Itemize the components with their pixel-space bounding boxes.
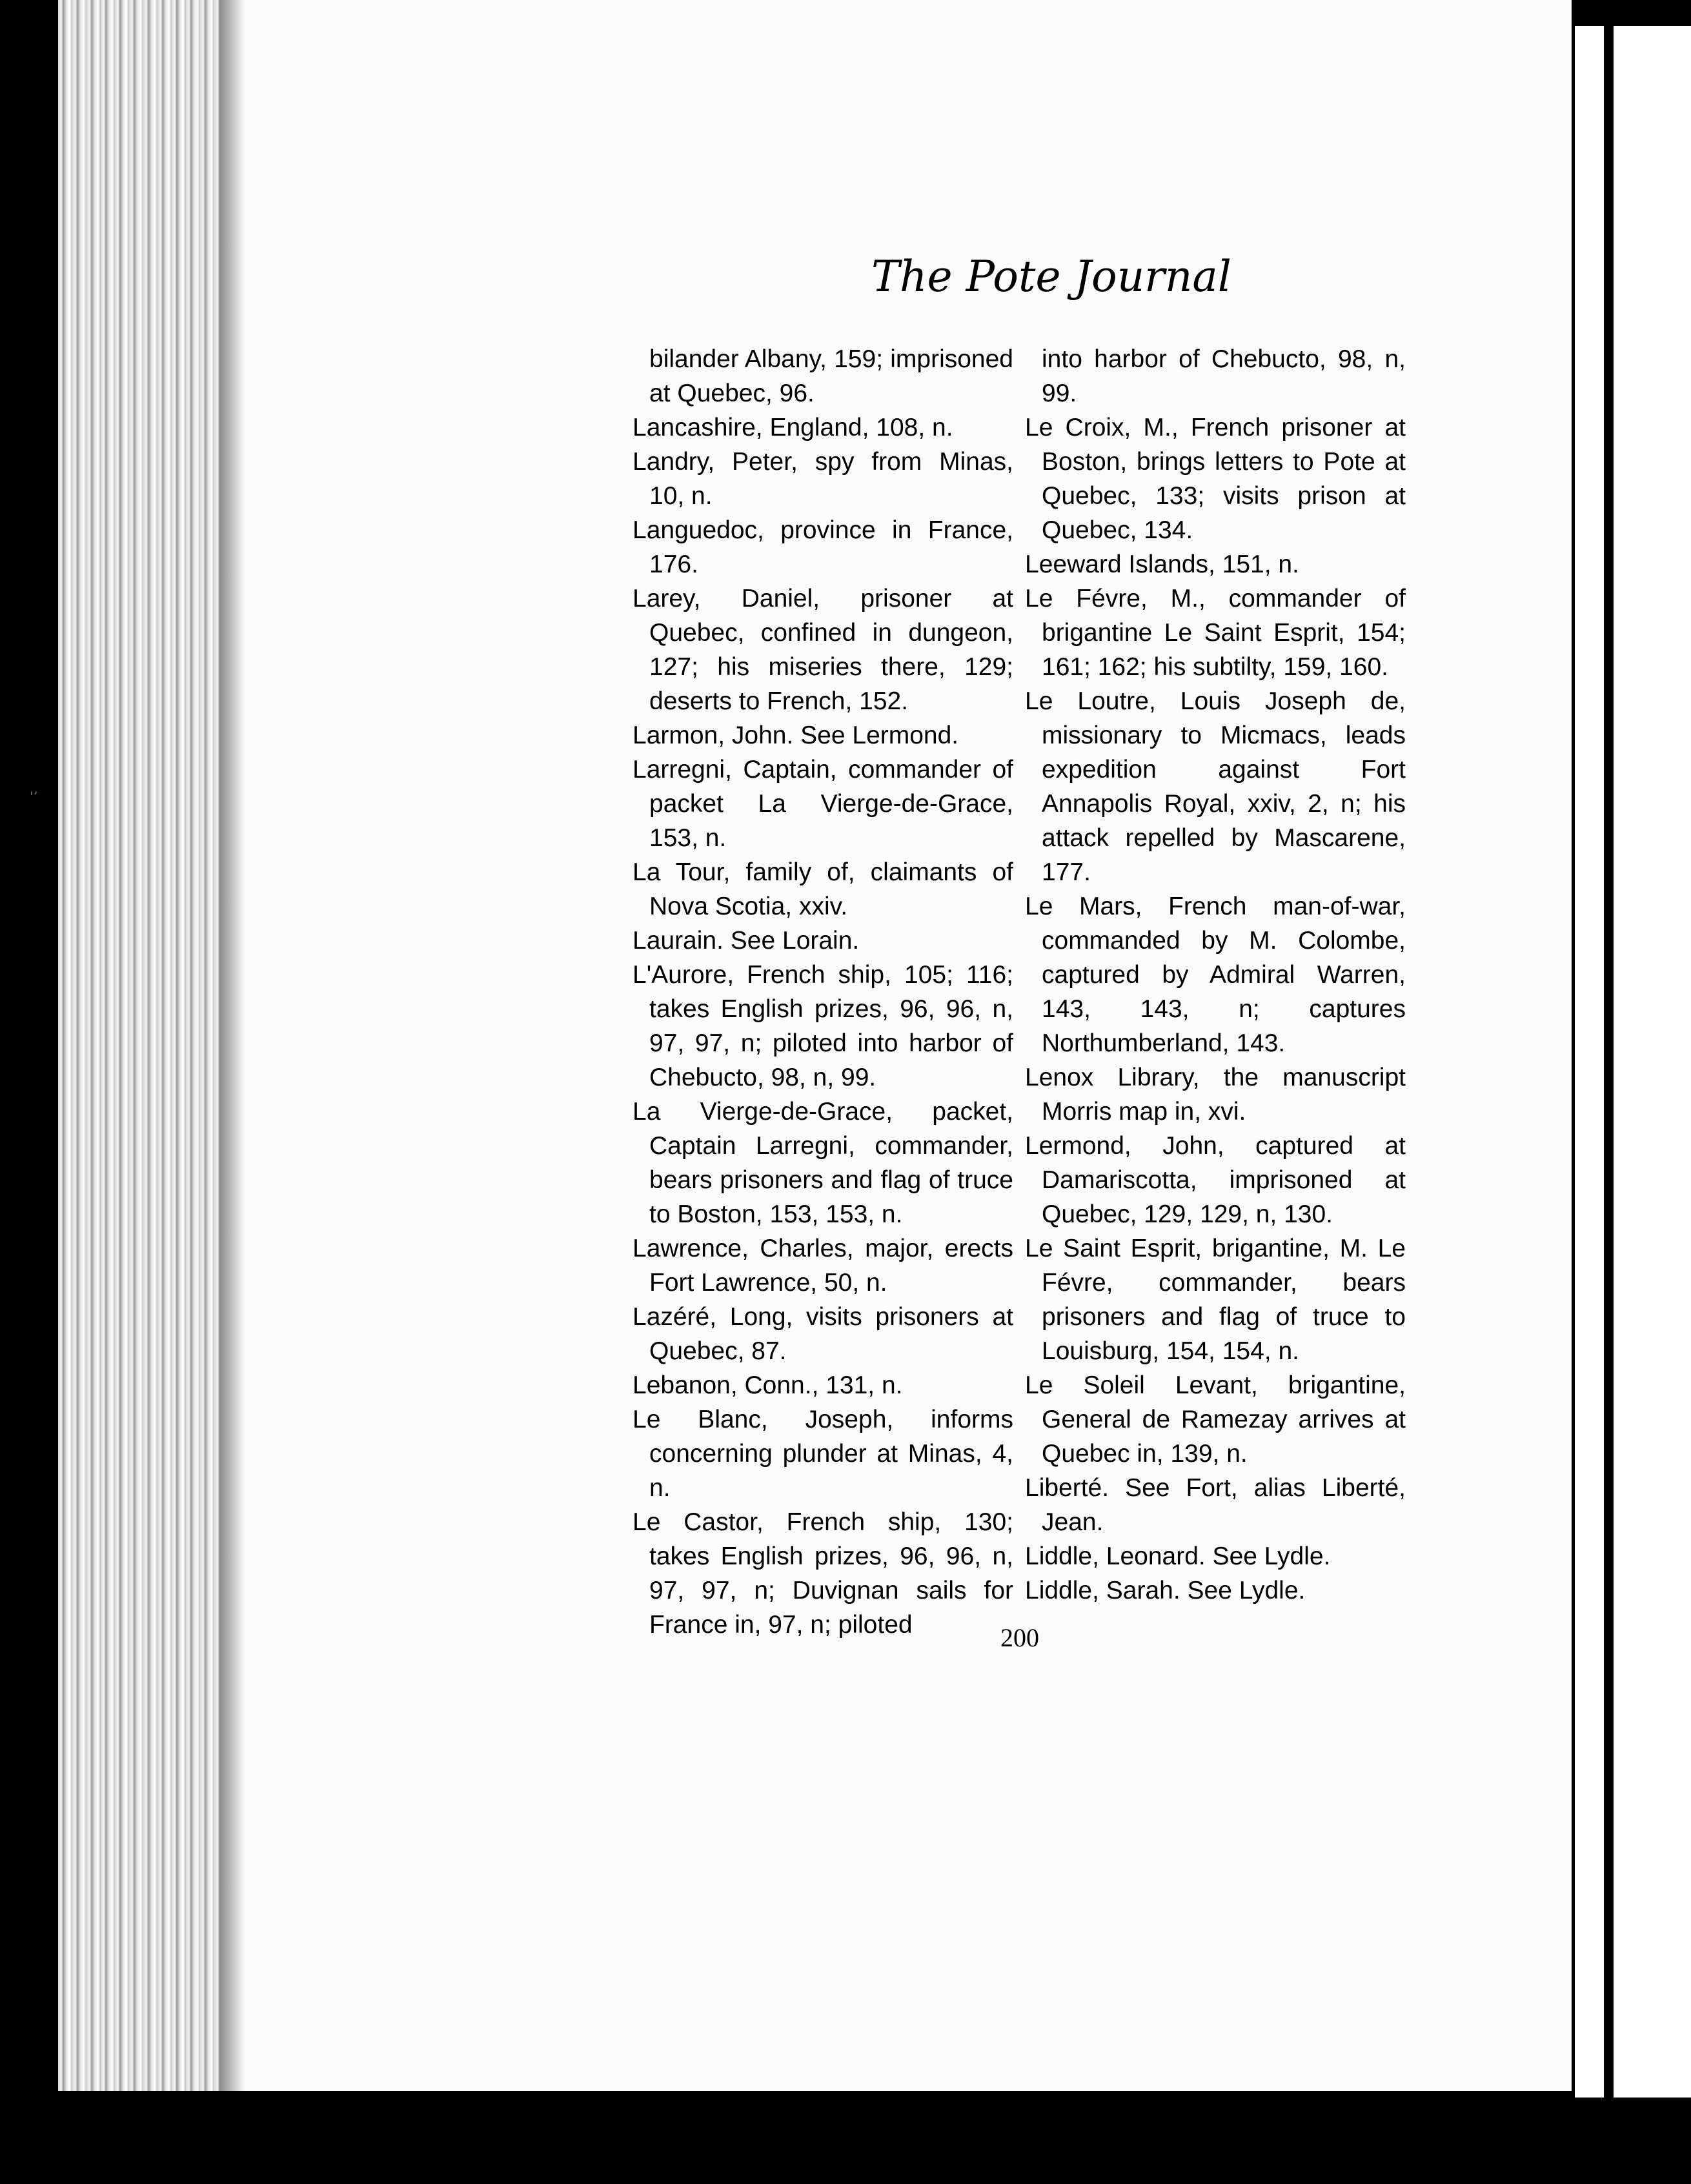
page-edge-stack — [58, 0, 245, 2091]
index-entry: La Tour, family of, claimants of Nova Scotia, xxiv. — [633, 858, 1013, 920]
index-entry: Liberté. See Fort, alias Liberté, Jean. — [1025, 1474, 1406, 1536]
index-entry: Lebanon, Conn., 131, n. — [633, 1371, 903, 1399]
running-head: The Pote Journal — [871, 252, 1231, 301]
index-column-right — [1025, 342, 1406, 1608]
index-entry: Le Croix, M., French prisoner at Boston, brings letters to Pote at Quebec, 133; visits prison at Quebec, 134. — [1025, 414, 1406, 544]
index-entry: Le Mars, French man-of-war, commanded by M. Colombe, captured by Admiral Warren, 143, 143, n; captures Northumberland, 143. — [1025, 893, 1406, 1057]
index-entry: Le Loutre, Louis Joseph de, missionary to Micmacs, leads expedition against Fort Annapolis Royal, xxiv, 2, n; his attack repelled by Mascarene, 177. — [1025, 687, 1406, 886]
index-entry: Lermond, John, captured at Damariscotta, imprisoned at Quebec, 129, 129, n, 130. — [1025, 1132, 1406, 1228]
index-entry: Le Blanc, Joseph, informs concerning plunder at Minas, 4, n. — [633, 1406, 1013, 1502]
index-entry: Larmon, John. See Lermond. — [633, 722, 959, 749]
index-entry: Lazéré, Long, visits prisoners at Quebec, 87. — [633, 1303, 1013, 1365]
index-entry: Lawrence, Charles, major, erects Fort Lawrence, 50, n. — [633, 1235, 1013, 1297]
index-entry: Larey, Daniel, prisoner at Quebec, confined in dungeon, 127; his miseries there, 129; deserts to French, 152. — [633, 585, 1013, 715]
facing-page-sliver — [1614, 26, 1691, 2098]
index-entry: Le Févre, M., commander of brigantine Le Saint Esprit, 154; 161; 162; his subtilty, 159, 160. — [1025, 585, 1406, 681]
stray-mark: 'ʼ — [30, 789, 37, 804]
page-number: 200 — [1000, 1623, 1039, 1652]
index-entry: Lenox Library, the manuscript Morris map in, xvi. — [1025, 1064, 1406, 1126]
index-entry: Laurain. See Lorain. — [633, 927, 860, 955]
index-entry: Liddle, Leonard. See Lydle. — [1025, 1542, 1331, 1570]
index-entry: Lancashire, England, 108, n. — [633, 414, 953, 441]
index-entry: bilander Albany, 159; imprisoned at Quebec, 96. — [649, 345, 1013, 407]
index-entry: Leeward Islands, 151, n. — [1025, 551, 1299, 578]
index-entry: L'Aurore, French ship, 105; 116; takes English prizes, 96, 96, n, 97, 97, n; piloted into harbor of Chebucto, 98, n, 99. — [633, 961, 1013, 1091]
index-entry: La Vierge-de-Grace, packet, Captain Larregni, commander, bears prisoners and flag of truce to Boston, 153, 153, n. — [633, 1098, 1013, 1228]
index-entry: Le Soleil Levant, brigantine, General de Ramezay arrives at Quebec in, 139, n. — [1025, 1371, 1406, 1468]
gutter-shadow — [219, 0, 245, 2091]
index-entry: Landry, Peter, spy from Minas, 10, n. — [633, 448, 1013, 510]
index-entry: Le Castor, French ship, 130; takes English prizes, 96, 96, n, 97, 97, n; Duvignan sails for France in, 97, n; piloted — [633, 1508, 1013, 1639]
index-entry: Le Saint Esprit, brigantine, M. Le Févre, commander, bears prisoners and flag of truce to Louisburg, 154, 154, n. — [1025, 1235, 1406, 1365]
facing-page-edge — [1575, 26, 1604, 2098]
index-column-left — [633, 342, 1013, 1642]
index-entry: Liddle, Sarah. See Lydle. — [1025, 1577, 1306, 1604]
index-entry: into harbor of Chebucto, 98, n, 99. — [1042, 345, 1406, 407]
index-entry: Languedoc, province in France, 176. — [633, 516, 1013, 578]
index-entry: Larregni, Captain, commander of packet La Vierge-de-Grace, 153, n. — [633, 756, 1013, 852]
